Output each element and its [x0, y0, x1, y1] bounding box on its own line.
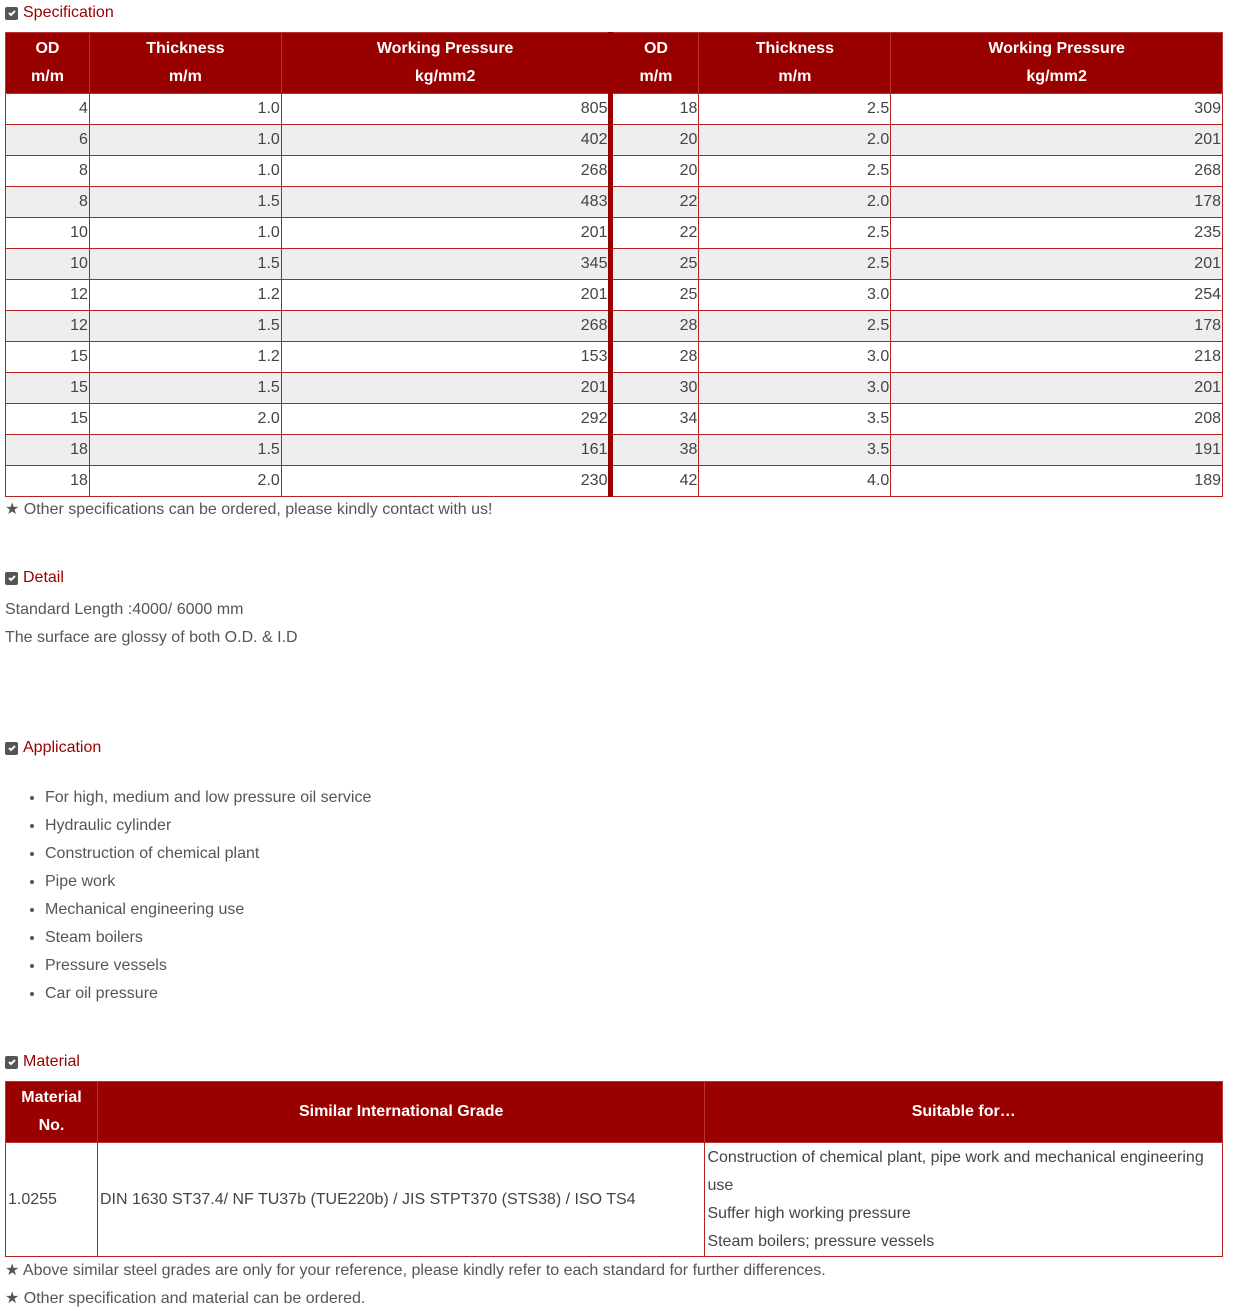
od-cell: 8	[6, 156, 90, 187]
od-cell: 18	[6, 435, 90, 466]
thickness-cell: 1.0	[89, 125, 281, 156]
od-cell: 22	[611, 187, 699, 218]
pressure-cell: 178	[891, 311, 1223, 342]
header-suitable-for: Suitable for…	[705, 1082, 1223, 1143]
thickness-cell: 2.0	[89, 466, 281, 497]
specification-note: ★ Other specifications can be ordered, please kindly contact with us!	[5, 501, 493, 518]
od-cell: 18	[6, 466, 90, 497]
list-item: • Hydraulic cylinder	[45, 812, 371, 840]
list-item: • Pipe work	[45, 868, 371, 896]
thickness-cell: 3.0	[699, 342, 891, 373]
grade-cell: DIN 1630 ST37.4/ NF TU37b (TUE220b) / JIS STPT370 (STS38) / ISO TS4	[97, 1143, 704, 1257]
pressure-cell: 268	[281, 311, 611, 342]
od-cell: 15	[6, 373, 90, 404]
thickness-cell: 1.5	[89, 373, 281, 404]
pressure-cell: 805	[281, 94, 611, 125]
section-title-specification: Specification	[5, 2, 114, 24]
header-working-pressure: Working Pressure kg/mm2	[281, 33, 611, 94]
material-no-cell: 1.0255	[6, 1143, 98, 1257]
od-cell: 34	[611, 404, 699, 435]
od-cell: 25	[611, 249, 699, 280]
list-item: • Steam boilers	[45, 924, 371, 952]
pressure-cell: 254	[891, 280, 1223, 311]
material-note: ★ Above similar steel grades are only for your reference, please kindly refer to each standard for further differences.	[5, 1262, 826, 1279]
thickness-cell: 2.5	[699, 94, 891, 125]
od-cell: 20	[611, 156, 699, 187]
pressure-cell: 201	[891, 249, 1223, 280]
table-row	[6, 342, 1223, 373]
thickness-cell: 2.5	[699, 311, 891, 342]
table-header-row	[6, 1082, 1223, 1143]
header-thickness: Thickness m/m	[89, 33, 281, 94]
thickness-cell: 2.0	[699, 125, 891, 156]
pressure-cell: 235	[891, 218, 1223, 249]
pressure-cell: 345	[281, 249, 611, 280]
od-cell: 42	[611, 466, 699, 497]
od-cell: 10	[6, 249, 90, 280]
table-row	[6, 94, 1223, 125]
pressure-cell: 201	[281, 218, 611, 249]
header-working-pressure: Working Pressure kg/mm2	[891, 33, 1223, 94]
material-note: ★ Other specification and material can be ordered.	[5, 1290, 366, 1307]
list-item: • Car oil pressure	[45, 980, 371, 1008]
pressure-cell: 153	[281, 342, 611, 373]
table-row	[6, 435, 1223, 466]
thickness-cell: 1.5	[89, 311, 281, 342]
od-cell: 12	[6, 311, 90, 342]
detail-standard-length: Standard Length :4000/ 6000 mm	[5, 601, 244, 618]
section-title-application: Application	[5, 737, 101, 759]
list-item: • Mechanical engineering use	[45, 896, 371, 924]
list-item: • Pressure vessels	[45, 952, 371, 980]
thickness-cell: 3.5	[699, 435, 891, 466]
od-cell: 25	[611, 280, 699, 311]
od-cell: 12	[6, 280, 90, 311]
header-od: OD m/m	[6, 33, 90, 94]
checkbox-icon	[5, 7, 18, 20]
pressure-cell: 189	[891, 466, 1223, 497]
suitable-cell: Construction of chemical plant, pipe work and mechanical engineering use Suffer high working pressure Steam boilers; pressure vessels	[705, 1143, 1223, 1257]
table-row	[6, 125, 1223, 156]
detail-surface: The surface are glossy of both O.D. & I.D	[5, 629, 298, 646]
thickness-cell: 4.0	[699, 466, 891, 497]
thickness-cell: 3.0	[699, 373, 891, 404]
od-cell: 22	[611, 218, 699, 249]
section-title-material: Material	[5, 1051, 80, 1073]
od-cell: 18	[611, 94, 699, 125]
pressure-cell: 309	[891, 94, 1223, 125]
thickness-cell: 2.5	[699, 156, 891, 187]
pressure-cell: 208	[891, 404, 1223, 435]
thickness-cell: 1.0	[89, 156, 281, 187]
thickness-cell: 3.5	[699, 404, 891, 435]
table-row	[6, 311, 1223, 342]
specification-table	[5, 32, 1223, 497]
section-title-detail: Detail	[5, 567, 64, 589]
pressure-cell: 483	[281, 187, 611, 218]
thickness-cell: 1.0	[89, 218, 281, 249]
pressure-cell: 268	[281, 156, 611, 187]
table-row	[6, 156, 1223, 187]
od-cell: 15	[6, 342, 90, 373]
thickness-cell: 1.5	[89, 187, 281, 218]
table-row	[6, 404, 1223, 435]
table-row	[6, 373, 1223, 404]
od-cell: 28	[611, 311, 699, 342]
thickness-cell: 1.5	[89, 435, 281, 466]
thickness-cell: 3.0	[699, 280, 891, 311]
od-cell: 8	[6, 187, 90, 218]
od-cell: 15	[6, 404, 90, 435]
list-item: • For high, medium and low pressure oil service	[45, 784, 371, 812]
od-cell: 20	[611, 125, 699, 156]
thickness-cell: 2.5	[699, 249, 891, 280]
od-cell: 4	[6, 94, 90, 125]
pressure-cell: 201	[891, 125, 1223, 156]
application-list	[5, 784, 371, 1008]
pressure-cell: 201	[281, 373, 611, 404]
thickness-cell: 1.2	[89, 280, 281, 311]
header-material-no: Material No.	[6, 1082, 98, 1143]
thickness-cell: 2.0	[699, 187, 891, 218]
pressure-cell: 201	[281, 280, 611, 311]
material-table	[5, 1081, 1223, 1257]
thickness-cell: 2.5	[699, 218, 891, 249]
checkbox-icon	[5, 742, 18, 755]
thickness-cell: 1.5	[89, 249, 281, 280]
checkbox-icon	[5, 1056, 18, 1069]
table-row	[6, 466, 1223, 497]
od-cell: 10	[6, 218, 90, 249]
pressure-cell: 218	[891, 342, 1223, 373]
table-row	[6, 280, 1223, 311]
od-cell: 38	[611, 435, 699, 466]
pressure-cell: 178	[891, 187, 1223, 218]
table-row	[6, 249, 1223, 280]
list-item: • Construction of chemical plant	[45, 840, 371, 868]
pressure-cell: 402	[281, 125, 611, 156]
thickness-cell: 1.2	[89, 342, 281, 373]
pressure-cell: 201	[891, 373, 1223, 404]
table-row	[6, 1143, 1223, 1257]
pressure-cell: 268	[891, 156, 1223, 187]
checkbox-icon	[5, 572, 18, 585]
od-cell: 6	[6, 125, 90, 156]
pressure-cell: 161	[281, 435, 611, 466]
od-cell: 30	[611, 373, 699, 404]
header-similar-grade: Similar International Grade	[97, 1082, 704, 1143]
od-cell: 28	[611, 342, 699, 373]
pressure-cell: 230	[281, 466, 611, 497]
thickness-cell: 2.0	[89, 404, 281, 435]
pressure-cell: 292	[281, 404, 611, 435]
pressure-cell: 191	[891, 435, 1223, 466]
table-row	[6, 187, 1223, 218]
header-od: OD m/m	[611, 33, 699, 94]
table-row	[6, 218, 1223, 249]
header-thickness: Thickness m/m	[699, 33, 891, 94]
table-header-row	[6, 33, 1223, 94]
thickness-cell: 1.0	[89, 94, 281, 125]
